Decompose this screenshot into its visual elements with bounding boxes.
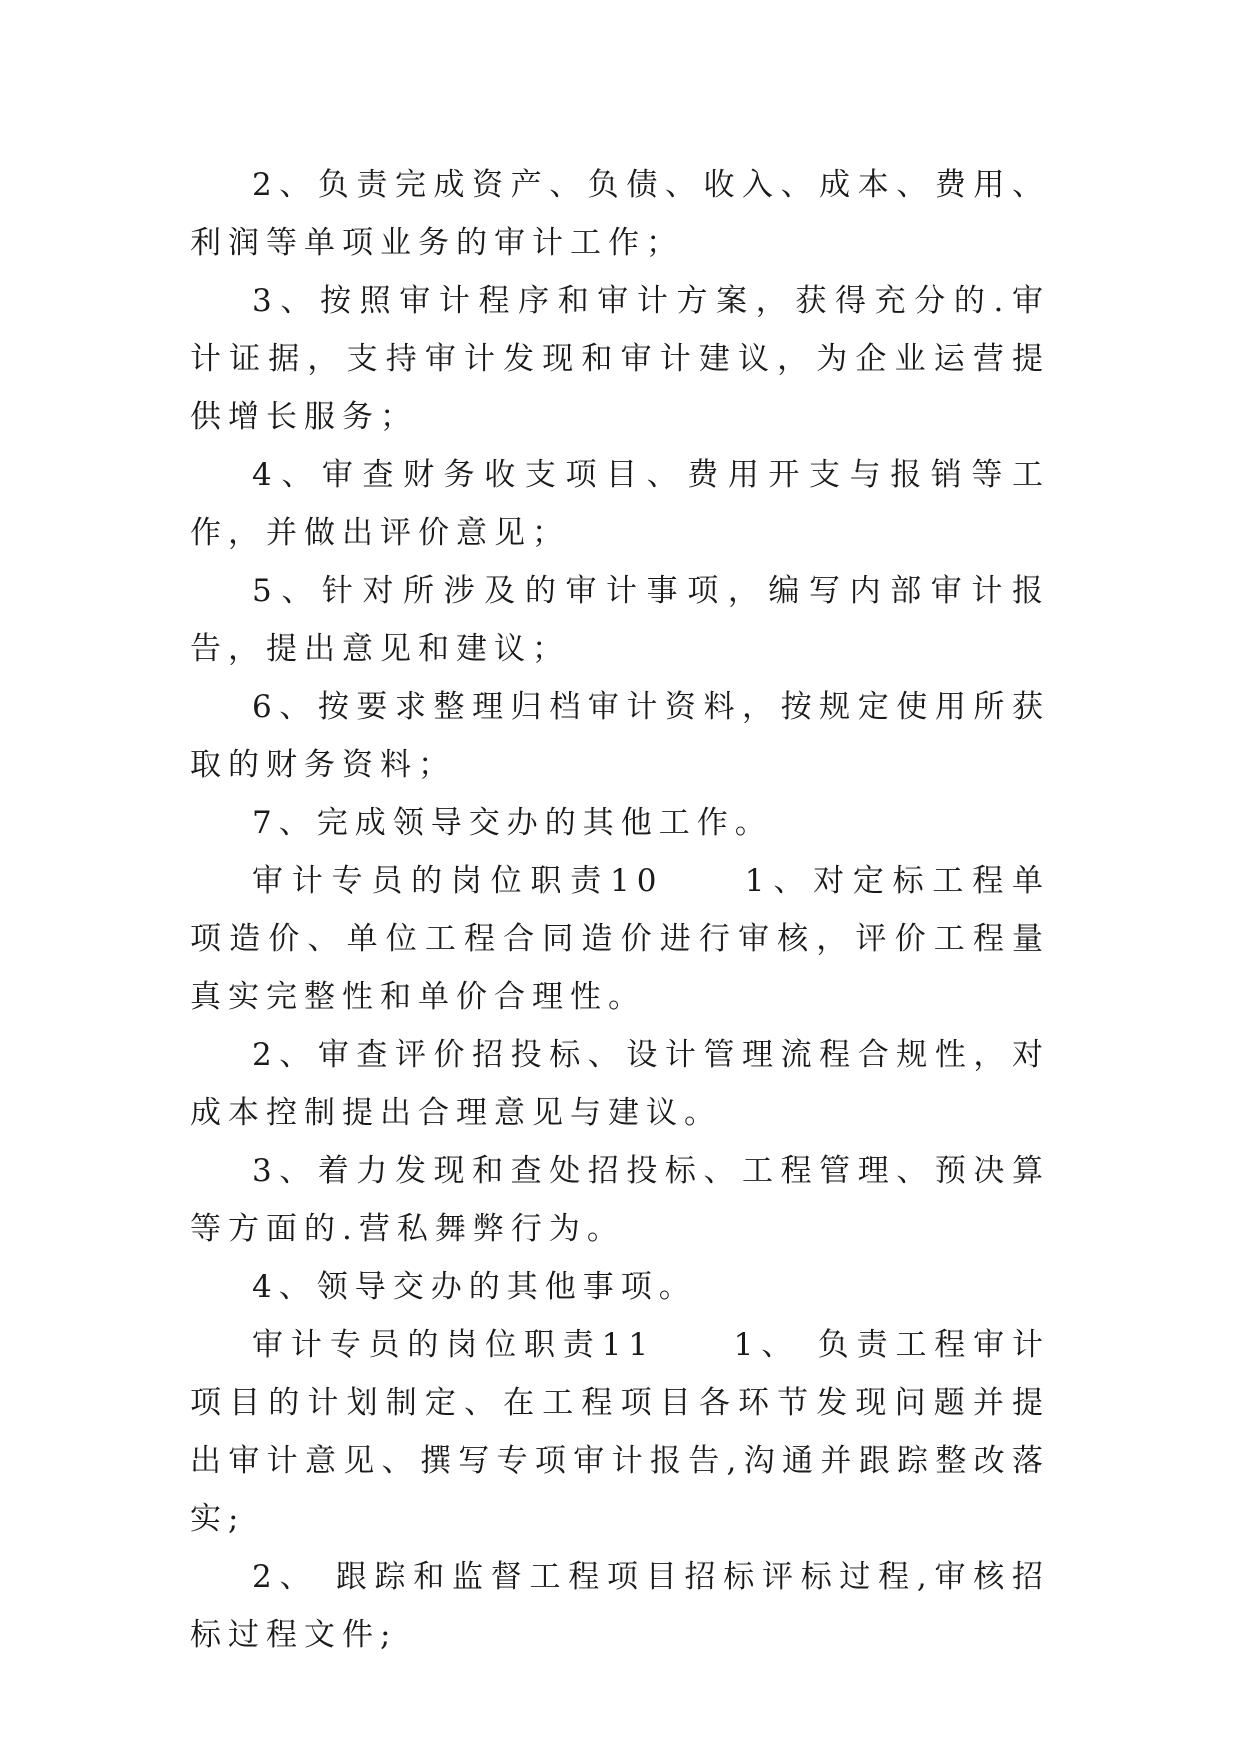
paragraph-5: 6、按要求整理归档审计资料，按规定使用所获取的财务资料； <box>190 689 1050 783</box>
paragraph-7: 审计专员的岗位职责10 1、对定标工程单项造价、单位工程合同造价进行审核，评价工程量真实完整性和单价合理性。 <box>190 863 1050 1015</box>
document-body <box>190 156 1050 1664</box>
paragraph-11: 审计专员的岗位职责11 1、 负责工程审计项目的计划制定、在工程项目各环节发现问题并提出审计意见、撰写专项审计报告,沟通并跟踪整改落实; <box>190 1327 1050 1537</box>
paragraph-2: 3、按照审计程序和审计方案，获得充分的.审计证据，支持审计发现和审计建议，为企业运营提供增长服务； <box>190 283 1050 435</box>
paragraph-1: 2、负责完成资产、负债、收入、成本、费用、利润等单项业务的审计工作； <box>190 167 1050 261</box>
paragraph-6: 7、完成领导交办的其他工作。 <box>252 805 773 841</box>
paragraph-10: 4、领导交办的其他事项。 <box>252 1269 697 1305</box>
paragraph-4: 5、针对所涉及的审计事项，编写内部审计报告，提出意见和建议； <box>190 573 1050 667</box>
paragraph-12: 2、 跟踪和监督工程项目招标评标过程,审核招标过程文件; <box>190 1559 1050 1653</box>
paragraph-9: 3、着力发现和查处招投标、工程管理、预决算等方面的.营私舞弊行为。 <box>190 1153 1050 1247</box>
paragraph-3: 4、审查财务收支项目、费用开支与报销等工作，并做出评价意见； <box>190 457 1050 551</box>
paragraph-8: 2、审查评价招投标、设计管理流程合规性，对成本控制提出合理意见与建议。 <box>190 1037 1050 1131</box>
